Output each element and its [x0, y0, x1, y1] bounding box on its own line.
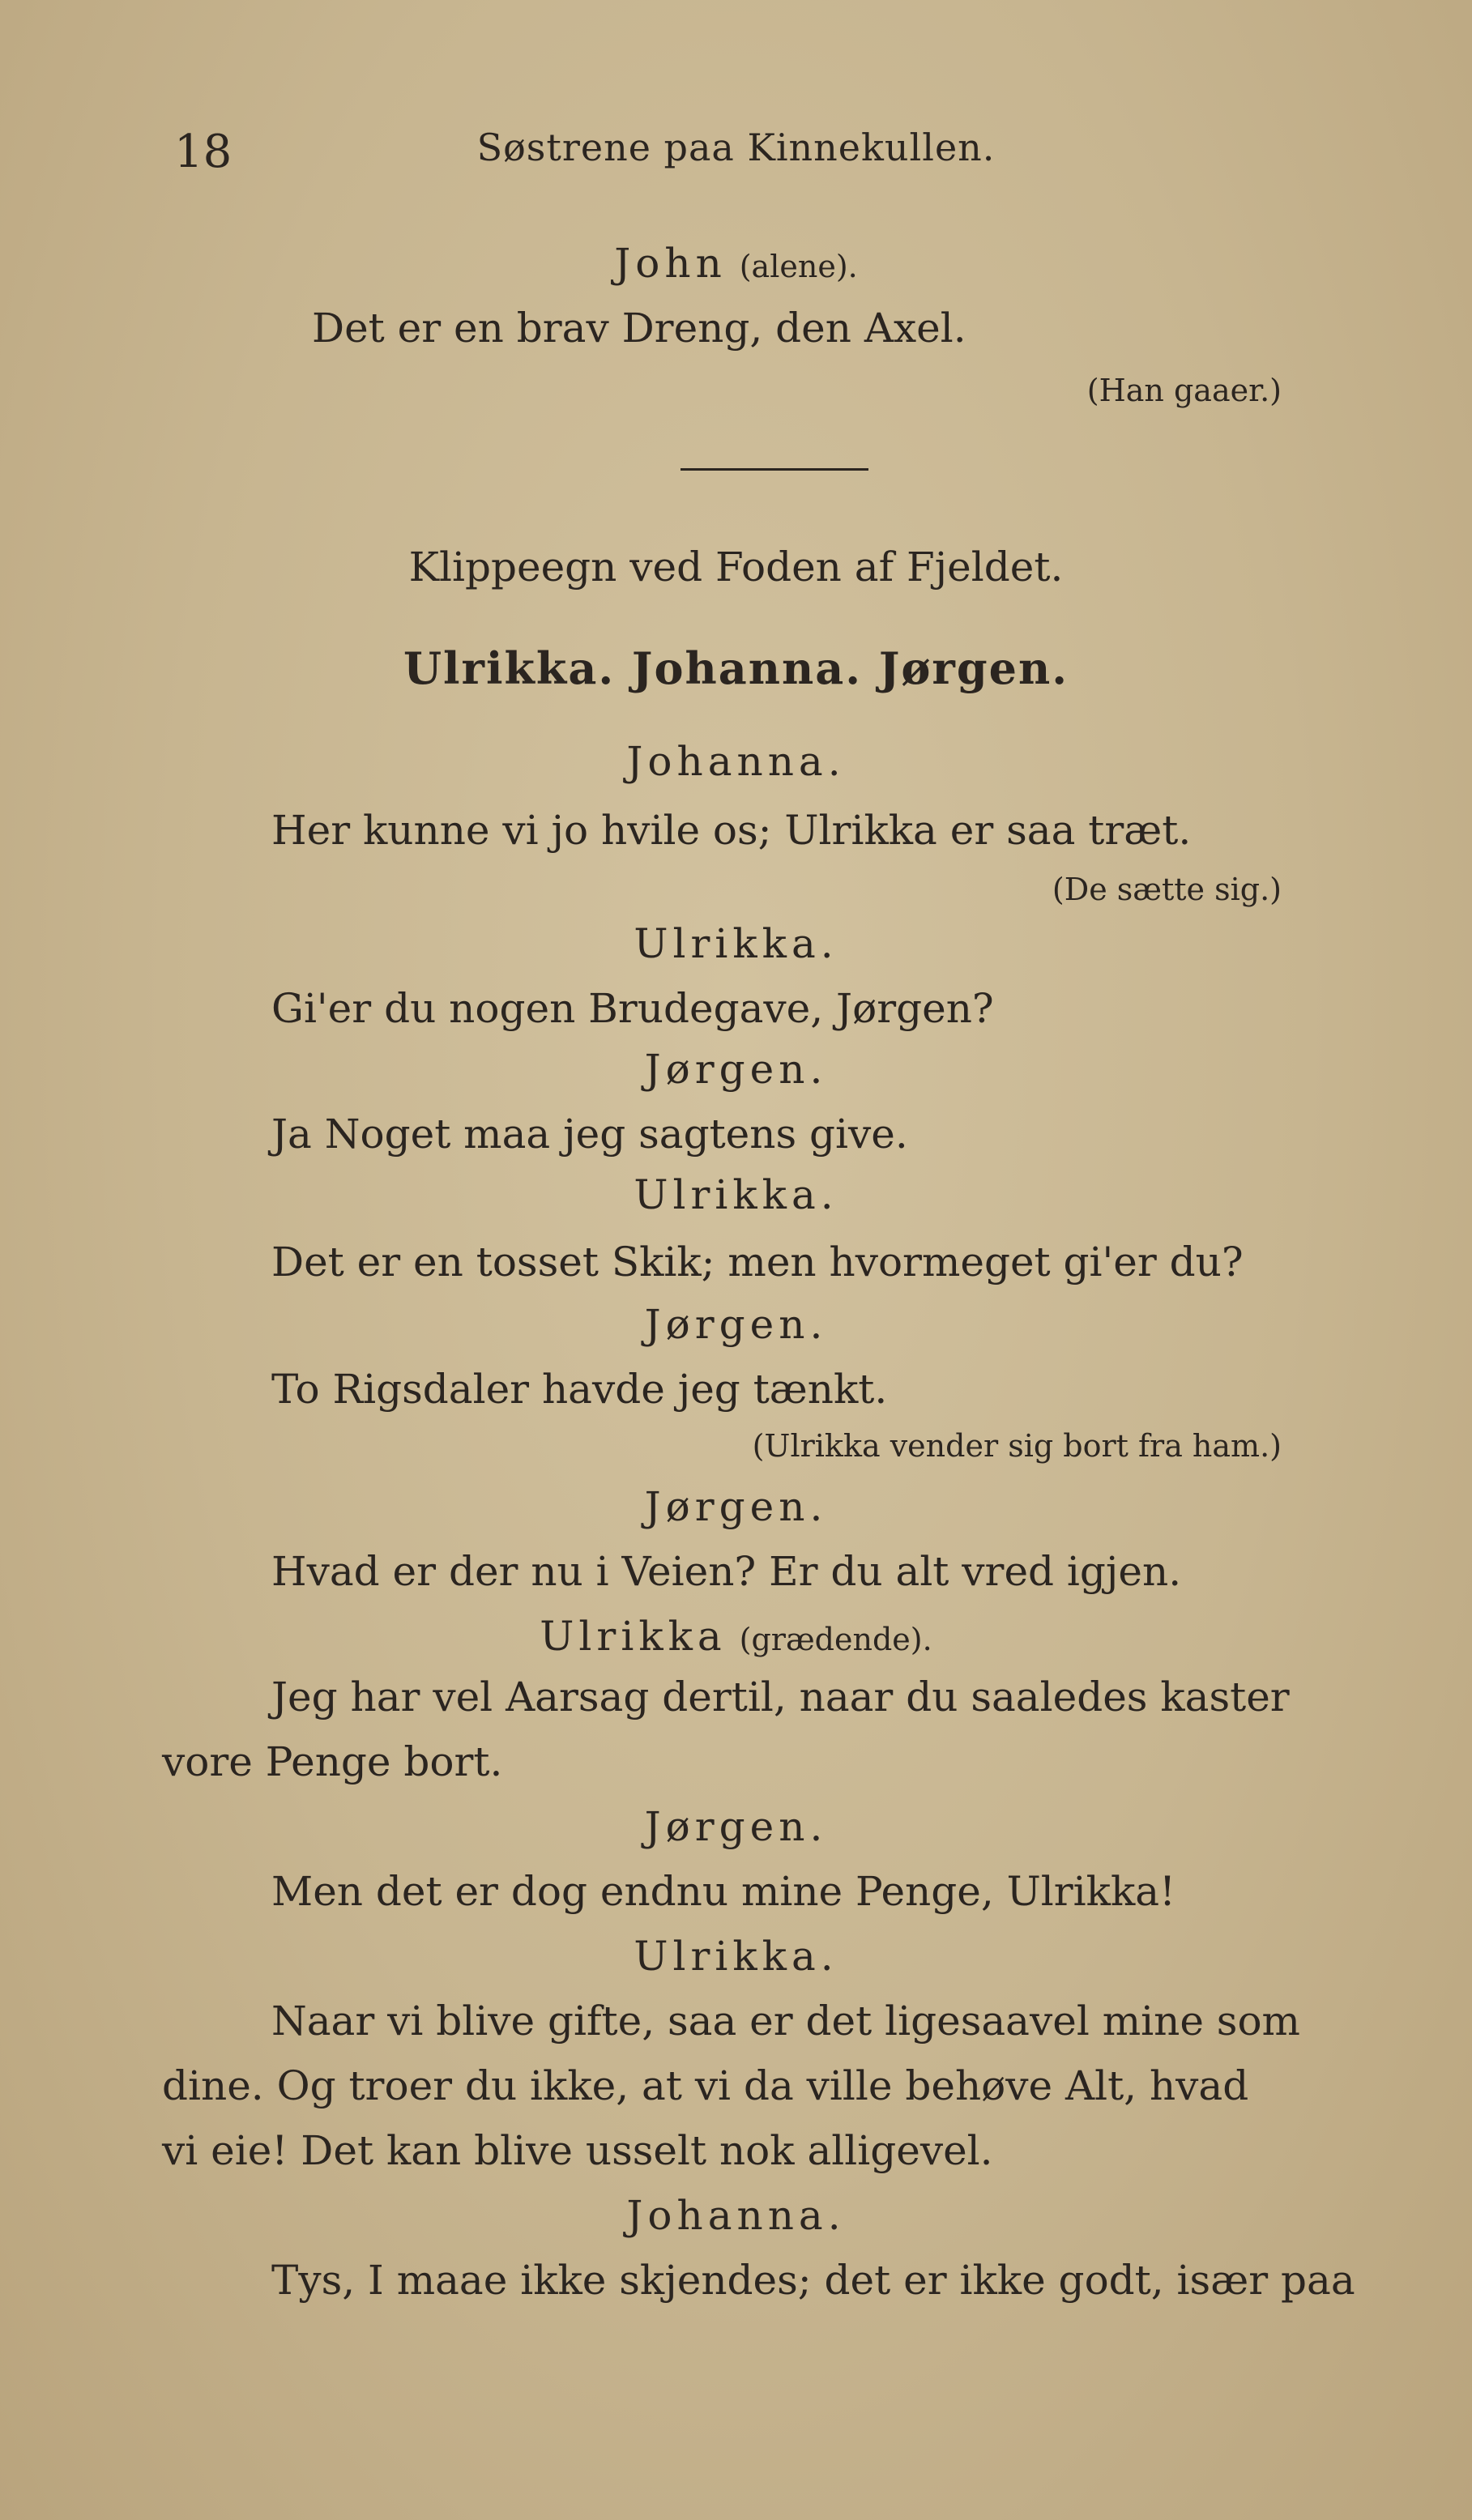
speaker-name: Ulrikka. — [634, 1933, 838, 1980]
dialogue-line: dine. Og troer du ikke, at vi da ville behøve Alt, hvad — [162, 2062, 1249, 2109]
section-divider — [681, 468, 868, 471]
speaker-name: Ulrikka — [540, 1613, 727, 1660]
dialogue-line: Men det er dog endnu mine Penge, Ulrikka! — [271, 1868, 1176, 1915]
dialogue-line: Det er en brav Dreng, den Axel. — [312, 305, 966, 352]
stage-direction: (Han gaaer.) — [1086, 373, 1282, 408]
dialogue-line: Hvad er der nu i Veien? Er du alt vred igjen. — [271, 1548, 1182, 1595]
running-title: Søstrene paa Kinnekullen. — [476, 126, 996, 169]
speaker-name: Jørgen. — [644, 1803, 828, 1850]
stage-direction: (alene). — [739, 249, 858, 284]
speaker-line — [0, 239, 1472, 291]
speaker-name: Johanna. — [626, 738, 846, 785]
cast-list: Ulrikka. Johanna. Jørgen. — [403, 642, 1069, 694]
dialogue-line: To Rigsdaler havde jeg tænkt. — [271, 1366, 888, 1413]
stage-direction: (grædende). — [739, 1622, 932, 1657]
stage-direction: (De sætte sig.) — [1052, 872, 1282, 907]
dialogue-line: Naar vi blive gifte, saa er det ligesaavel mine som — [271, 1998, 1300, 2045]
speaker-name: Jørgen. — [644, 1483, 828, 1530]
dialogue-line: Gi'er du nogen Brudegave, Jørgen? — [271, 985, 994, 1032]
dialogue-line: Jeg har vel Aarsag dertil, naar du saaledes kaster — [271, 1674, 1290, 1721]
speaker-name: Jørgen. — [644, 1301, 828, 1348]
speaker-name: Johanna. — [626, 2192, 846, 2239]
speaker-name: Jørgen. — [644, 1046, 828, 1093]
dialogue-line: vore Penge bort. — [162, 1738, 503, 1785]
stage-direction: (Ulrikka vender sig bort fra ham.) — [752, 1428, 1282, 1464]
dialogue-line: Her kunne vi jo hvile os; Ulrikka er saa træt. — [271, 807, 1192, 854]
speaker-line — [0, 1612, 1472, 1664]
speaker-name: Ulrikka. — [634, 920, 838, 967]
speaker-name: Ulrikka. — [634, 1171, 838, 1218]
scene-heading: Klippeegn ved Foden af Fjeldet. — [408, 544, 1064, 591]
page-number: 18 — [174, 126, 233, 178]
dialogue-line: vi eie! Det kan blive usselt nok alligevel. — [162, 2127, 993, 2174]
dialogue-line: Ja Noget maa jeg sagtens give. — [271, 1111, 908, 1158]
dialogue-line: Tys, I maae ikke skjendes; det er ikke godt, især paa — [271, 2257, 1355, 2304]
dialogue-line: Det er en tosset Skik; men hvormeget gi'er du? — [271, 1239, 1244, 1286]
speaker-name: John — [614, 240, 727, 287]
